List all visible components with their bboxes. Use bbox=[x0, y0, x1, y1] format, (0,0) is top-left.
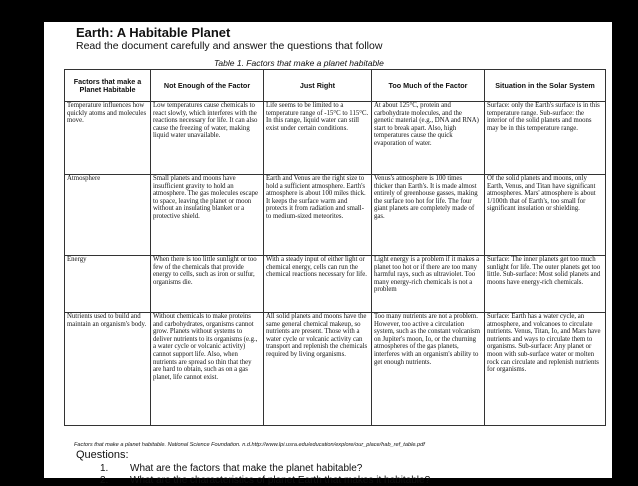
habitability-table bbox=[64, 69, 606, 426]
table-cell: At about 125°C, protein and carbohydrate molecules, and the genetic material (e.g., DNA and RNA) start to break apart. Also, high temperatures cause the quick evaporation of water. bbox=[372, 102, 485, 175]
table-cell: Too many nutrients are not a problem. However, too active a circulation system, such as the constant volcanism on Jupiter's moon, Io, or the churning atmospheres of the gas planets, interferes with an organism's ability to get enough nutrients. bbox=[372, 313, 485, 426]
table-cell: Surface: Earth has a water cycle, an atmosphere, and volcanoes to circulate nutrients. Venus, Titan, Io, and Mars have nutrients and ways to circulate them to organisms. Sub-surface: Any planet or moon with sub-surface water or molten rock can circulate and replenish nutrients for organisms. bbox=[485, 313, 606, 426]
table-cell: Low temperatures cause chemicals to react slowly, which interferes with the reactions necessary for life. It can also cause the freezing of water, making liquid water unavailable. bbox=[151, 102, 264, 175]
table-cell: Venus's atmosphere is 100 times thicker than Earth's. It is made almost entirely of greenhouse gasses, making the surface too hot for life. The four giant planets are completely made of gas. bbox=[372, 175, 485, 256]
table-cell: Light energy is a problem if it makes a planet too hot or if there are too many harmful rays, such as ultraviolet. Too many energy-rich chemicals is not a problem bbox=[372, 256, 485, 313]
table-cell: Surface: only the Earth's surface is in this temperature range. Sub-surface: the interior of the solid planets and moons may be in this temperature range. bbox=[485, 102, 606, 175]
instructions: Read the document carefully and answer the questions that follow bbox=[76, 40, 383, 52]
table-row bbox=[65, 102, 606, 175]
table-cell: Temperature influences how quickly atoms and molecules move. bbox=[65, 102, 151, 175]
table-cell: Without chemicals to make proteins and carbohydrates, organisms cannot grow. Planets without systems to deliver nutrients to its organisms (e.g., a water cycle or volcanic activity) cannot support life. Also, when nutrients are spread so thin that they are hard to obtain, such as on a gas planet, life cannot exist. bbox=[151, 313, 264, 426]
column-header: Factors that make a Planet Habitable bbox=[65, 70, 151, 102]
column-header: Just Right bbox=[264, 70, 372, 102]
question-text: What are the factors that make the planet habitable? bbox=[130, 463, 363, 474]
table-row bbox=[65, 175, 606, 256]
table-cell: All solid planets and moons have the same general chemical makeup, so nutrients are present. Those with a water cycle or volcanic activity can transport and replenish the chemicals required by living organisms. bbox=[264, 313, 372, 426]
question-number: 2. bbox=[100, 475, 109, 486]
question-text: What are the characteristics of planet Earth that makes it habitable? bbox=[130, 475, 431, 486]
table-cell: When there is too little sunlight or too few of the chemicals that provide energy to cells, such as iron or sulfur, organisms die. bbox=[151, 256, 264, 313]
column-header: Not Enough of the Factor bbox=[151, 70, 264, 102]
source-citation: Factors that make a planet habitable. National Science Foundation. n.d.http://www.lpi.usra.edu/education/explore/our_place/hab_ref_table.pdf bbox=[74, 442, 425, 448]
table-cell: Earth and Venus are the right size to hold a sufficient atmosphere. Earth's atmosphere is about 100 miles thick. It keeps the surface warm and protects it from radiation and small- to medium-sized meteorites. bbox=[264, 175, 372, 256]
table-header-row bbox=[65, 70, 606, 102]
table-cell: Atmosphere bbox=[65, 175, 151, 256]
table-cell: Nutrients used to build and maintain an organism's body. bbox=[65, 313, 151, 426]
document-title: Earth: A Habitable Planet bbox=[76, 25, 231, 40]
table-caption: Table 1. Factors that make a planet habitable bbox=[214, 58, 384, 68]
table-cell: With a steady input of either light or chemical energy, cells can run the chemical reactions necessary for life. bbox=[264, 256, 372, 313]
question-item bbox=[100, 463, 362, 474]
table-row bbox=[65, 313, 606, 426]
question-number: 1. bbox=[100, 463, 109, 474]
column-header: Situation in the Solar System bbox=[485, 70, 606, 102]
table-cell: Small planets and moons have insufficient gravity to hold an atmosphere. The gas molecules escape to space, leaving the planet or moon without an insulating blanket or a protective shield. bbox=[151, 175, 264, 256]
table-cell: Energy bbox=[65, 256, 151, 313]
table-cell: Of the solid planets and moons, only Earth, Venus, and Titan have significant atmospheres. Mars' atmosphere is about 1/100th that of Earth's, too small for significant insulation or shielding. bbox=[485, 175, 606, 256]
table-cell: Surface: The inner planets get too much sunlight for life. The outer planets get too little. Sub-surface: Most solid planets and moons have energy-rich chemicals. bbox=[485, 256, 606, 313]
questions-heading: Questions: bbox=[76, 449, 129, 461]
document-page bbox=[44, 22, 612, 486]
table-row bbox=[65, 256, 606, 313]
question-item bbox=[100, 475, 430, 486]
table-cell: Life seems to be limited to a temperature range of -15°C to 115°C. In this range, liquid water can still exist under certain conditions. bbox=[264, 102, 372, 175]
column-header: Too Much of the Factor bbox=[372, 70, 485, 102]
